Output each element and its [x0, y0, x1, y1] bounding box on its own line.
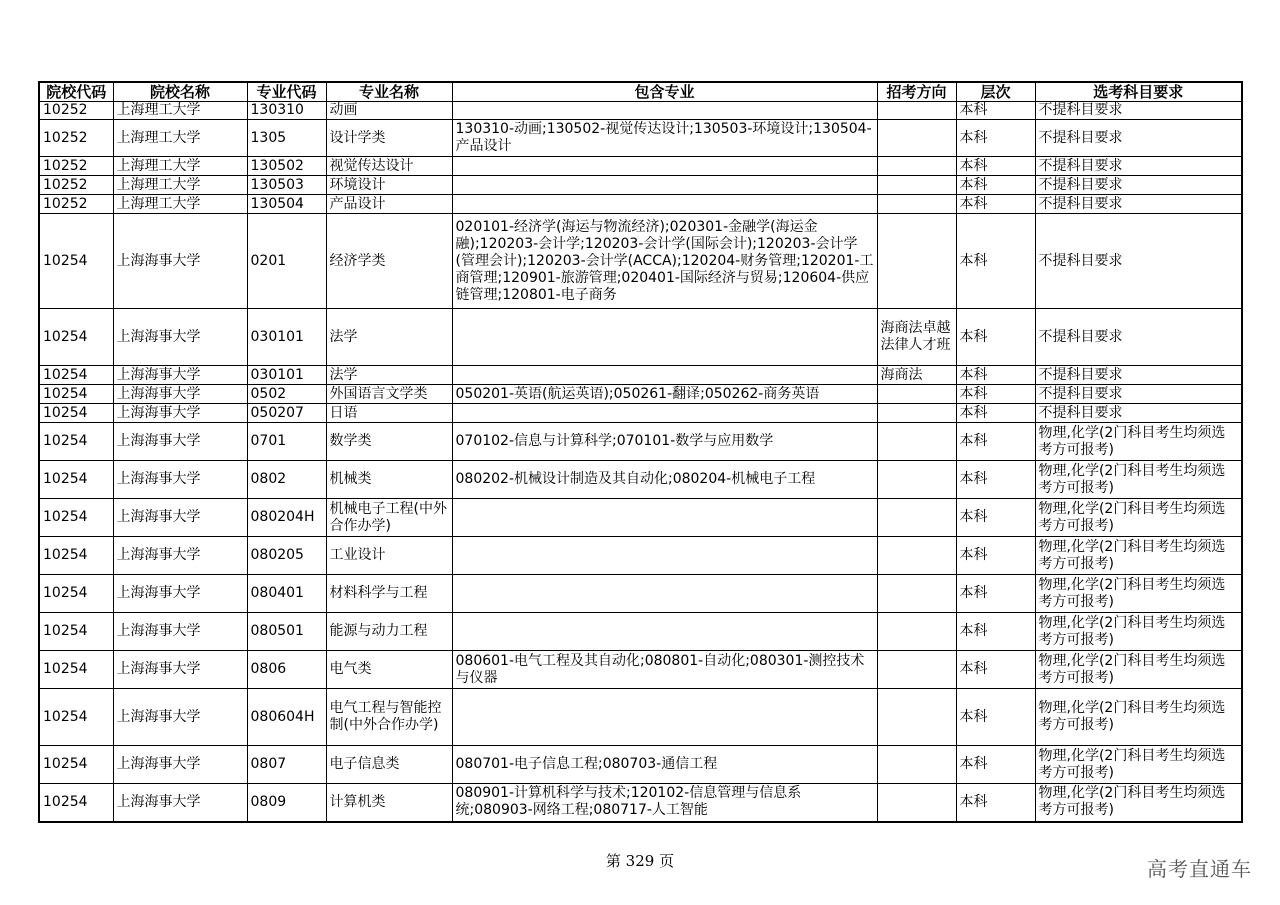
cell-direction [877, 385, 956, 404]
cell-level: 本科 [956, 499, 1035, 537]
cell-major-code: 130504 [247, 195, 326, 214]
cell-included-majors [452, 366, 877, 385]
cell-school-name: 上海海事大学 [113, 404, 247, 423]
cell-subject-requirement: 物理,化学(2门科目考生均须选考方可报考) [1035, 461, 1242, 499]
table-row [39, 746, 1242, 784]
table-row [39, 404, 1242, 423]
cell-major-name: 环境设计 [326, 176, 452, 195]
cell-major-name: 电子信息类 [326, 746, 452, 784]
table-row [39, 499, 1242, 537]
cell-school-name: 上海海事大学 [113, 366, 247, 385]
cell-major-name: 电气类 [326, 651, 452, 689]
cell-subject-requirement: 物理,化学(2门科目考生均须选考方可报考) [1035, 499, 1242, 537]
cell-level: 本科 [956, 176, 1035, 195]
table-row [39, 423, 1242, 461]
table-row [39, 651, 1242, 689]
cell-major-name: 产品设计 [326, 195, 452, 214]
cell-included-majors [452, 404, 877, 423]
cell-major-code: 1305 [247, 120, 326, 157]
cell-included-majors [452, 575, 877, 613]
cell-subject-requirement: 不提科目要求 [1035, 120, 1242, 157]
cell-major-code: 130502 [247, 157, 326, 176]
cell-included-majors: 070102-信息与计算科学;070101-数学与应用数学 [452, 423, 877, 461]
cell-level: 本科 [956, 195, 1035, 214]
cell-school-name: 上海理工大学 [113, 176, 247, 195]
cell-school-code: 10252 [39, 176, 113, 195]
cell-subject-requirement: 不提科目要求 [1035, 102, 1242, 120]
cell-subject-requirement: 不提科目要求 [1035, 195, 1242, 214]
table-row [39, 157, 1242, 176]
cell-included-majors: 080202-机械设计制造及其自动化;080204-机械电子工程 [452, 461, 877, 499]
cell-major-name: 材料科学与工程 [326, 575, 452, 613]
cell-direction [877, 214, 956, 309]
cell-direction [877, 195, 956, 214]
header-major-name: 专业名称 [326, 82, 452, 102]
cell-school-name: 上海海事大学 [113, 309, 247, 366]
cell-school-code: 10254 [39, 461, 113, 499]
cell-major-code: 130503 [247, 176, 326, 195]
cell-major-name: 设计学类 [326, 120, 452, 157]
cell-school-code: 10254 [39, 309, 113, 366]
cell-level: 本科 [956, 309, 1035, 366]
header-direction: 招考方向 [877, 82, 956, 102]
cell-major-code: 0701 [247, 423, 326, 461]
cell-direction [877, 537, 956, 575]
table-row [39, 689, 1242, 746]
page-number: 第 329 页 [605, 852, 675, 870]
cell-school-name: 上海海事大学 [113, 575, 247, 613]
header-included-majors: 包含专业 [452, 82, 877, 102]
cell-major-code: 080205 [247, 537, 326, 575]
cell-subject-requirement: 不提科目要求 [1035, 385, 1242, 404]
cell-level: 本科 [956, 651, 1035, 689]
cell-subject-requirement: 物理,化学(2门科目考生均须选考方可报考) [1035, 746, 1242, 784]
cell-school-name: 上海海事大学 [113, 651, 247, 689]
cell-major-name: 能源与动力工程 [326, 613, 452, 651]
cell-direction [877, 575, 956, 613]
cell-direction [877, 613, 956, 651]
cell-major-code: 0809 [247, 784, 326, 822]
cell-school-code: 10254 [39, 651, 113, 689]
cell-school-code: 10254 [39, 385, 113, 404]
cell-major-name: 经济学类 [326, 214, 452, 309]
cell-major-code: 050207 [247, 404, 326, 423]
cell-level: 本科 [956, 366, 1035, 385]
cell-level: 本科 [956, 404, 1035, 423]
cell-subject-requirement: 物理,化学(2门科目考生均须选考方可报考) [1035, 651, 1242, 689]
cell-school-code: 10254 [39, 499, 113, 537]
cell-school-code: 10254 [39, 575, 113, 613]
header-row [39, 82, 1242, 102]
cell-school-name: 上海理工大学 [113, 120, 247, 157]
cell-level: 本科 [956, 575, 1035, 613]
cell-subject-requirement: 物理,化学(2门科目考生均须选考方可报考) [1035, 423, 1242, 461]
cell-direction: 海商法卓越法律人才班 [877, 309, 956, 366]
cell-subject-requirement: 不提科目要求 [1035, 404, 1242, 423]
cell-major-name: 动画 [326, 102, 452, 120]
table-row [39, 784, 1242, 822]
cell-major-name: 机械电子工程(中外合作办学) [326, 499, 452, 537]
cell-school-name: 上海海事大学 [113, 461, 247, 499]
cell-included-majors [452, 499, 877, 537]
cell-direction [877, 404, 956, 423]
cell-school-code: 10252 [39, 157, 113, 176]
cell-subject-requirement: 不提科目要求 [1035, 309, 1242, 366]
table-row [39, 309, 1242, 366]
table-row [39, 366, 1242, 385]
cell-subject-requirement: 不提科目要求 [1035, 214, 1242, 309]
cell-subject-requirement: 物理,化学(2门科目考生均须选考方可报考) [1035, 575, 1242, 613]
cell-major-code: 130310 [247, 102, 326, 120]
cell-major-code: 0806 [247, 651, 326, 689]
cell-level: 本科 [956, 613, 1035, 651]
cell-major-code: 080204H [247, 499, 326, 537]
cell-included-majors [452, 537, 877, 575]
cell-school-name: 上海海事大学 [113, 746, 247, 784]
cell-level: 本科 [956, 157, 1035, 176]
enrollment-table [38, 81, 1243, 823]
cell-major-code: 030101 [247, 366, 326, 385]
cell-major-code: 0802 [247, 461, 326, 499]
cell-subject-requirement: 物理,化学(2门科目考生均须选考方可报考) [1035, 689, 1242, 746]
cell-major-code: 080401 [247, 575, 326, 613]
cell-school-code: 10254 [39, 214, 113, 309]
cell-direction [877, 651, 956, 689]
cell-level: 本科 [956, 784, 1035, 822]
table-row [39, 461, 1242, 499]
cell-major-code: 030101 [247, 309, 326, 366]
cell-level: 本科 [956, 746, 1035, 784]
header-school-name: 院校名称 [113, 82, 247, 102]
cell-included-majors [452, 613, 877, 651]
cell-direction [877, 689, 956, 746]
cell-school-code: 10254 [39, 784, 113, 822]
cell-major-name: 电气工程与智能控制(中外合作办学) [326, 689, 452, 746]
cell-included-majors: 130310-动画;130502-视觉传达设计;130503-环境设计;130504-产品设计 [452, 120, 877, 157]
table-row [39, 195, 1242, 214]
cell-included-majors [452, 195, 877, 214]
cell-direction [877, 157, 956, 176]
cell-school-code: 10254 [39, 746, 113, 784]
cell-major-code: 080604H [247, 689, 326, 746]
cell-direction [877, 176, 956, 195]
cell-school-name: 上海海事大学 [113, 613, 247, 651]
cell-included-majors: 080601-电气工程及其自动化;080801-自动化;080301-测控技术与仪器 [452, 651, 877, 689]
cell-level: 本科 [956, 537, 1035, 575]
cell-level: 本科 [956, 461, 1035, 499]
cell-school-name: 上海海事大学 [113, 784, 247, 822]
cell-major-name: 视觉传达设计 [326, 157, 452, 176]
cell-subject-requirement: 不提科目要求 [1035, 176, 1242, 195]
cell-school-name: 上海理工大学 [113, 195, 247, 214]
cell-school-code: 10254 [39, 423, 113, 461]
table-body [39, 102, 1242, 822]
cell-included-majors [452, 176, 877, 195]
cell-school-code: 10254 [39, 404, 113, 423]
cell-school-name: 上海理工大学 [113, 102, 247, 120]
cell-direction [877, 784, 956, 822]
cell-major-name: 数学类 [326, 423, 452, 461]
cell-school-code: 10252 [39, 102, 113, 120]
cell-school-code: 10254 [39, 366, 113, 385]
cell-level: 本科 [956, 120, 1035, 157]
cell-direction [877, 120, 956, 157]
cell-major-name: 法学 [326, 309, 452, 366]
cell-included-majors [452, 157, 877, 176]
cell-direction [877, 461, 956, 499]
header-major-code: 专业代码 [247, 82, 326, 102]
cell-included-majors: 080701-电子信息工程;080703-通信工程 [452, 746, 877, 784]
cell-subject-requirement: 不提科目要求 [1035, 157, 1242, 176]
header-subject-requirement: 选考科目要求 [1035, 82, 1242, 102]
table-row [39, 385, 1242, 404]
cell-major-name: 日语 [326, 404, 452, 423]
cell-school-code: 10252 [39, 195, 113, 214]
cell-major-code: 080501 [247, 613, 326, 651]
cell-direction: 海商法 [877, 366, 956, 385]
cell-subject-requirement: 物理,化学(2门科目考生均须选考方可报考) [1035, 537, 1242, 575]
cell-level: 本科 [956, 689, 1035, 746]
cell-level: 本科 [956, 102, 1035, 120]
table-row [39, 120, 1242, 157]
cell-major-name: 机械类 [326, 461, 452, 499]
cell-major-code: 0502 [247, 385, 326, 404]
cell-included-majors [452, 102, 877, 120]
cell-school-code: 10254 [39, 689, 113, 746]
cell-major-code: 0201 [247, 214, 326, 309]
cell-subject-requirement: 物理,化学(2门科目考生均须选考方可报考) [1035, 613, 1242, 651]
cell-subject-requirement: 物理,化学(2门科目考生均须选考方可报考) [1035, 784, 1242, 822]
cell-direction [877, 102, 956, 120]
cell-level: 本科 [956, 214, 1035, 309]
cell-included-majors [452, 309, 877, 366]
cell-major-name: 工业设计 [326, 537, 452, 575]
cell-major-name: 计算机类 [326, 784, 452, 822]
cell-school-code: 10254 [39, 613, 113, 651]
cell-level: 本科 [956, 385, 1035, 404]
cell-subject-requirement: 不提科目要求 [1035, 366, 1242, 385]
cell-school-name: 上海海事大学 [113, 537, 247, 575]
cell-school-name: 上海海事大学 [113, 214, 247, 309]
table-row [39, 214, 1242, 309]
cell-major-code: 0807 [247, 746, 326, 784]
cell-school-code: 10252 [39, 120, 113, 157]
header-school-code: 院校代码 [39, 82, 113, 102]
cell-included-majors: 050201-英语(航运英语);050261-翻译;050262-商务英语 [452, 385, 877, 404]
cell-included-majors: 080901-计算机科学与技术;120102-信息管理与信息系统;080903-网络工程;080717-人工智能 [452, 784, 877, 822]
cell-direction [877, 499, 956, 537]
table-row [39, 613, 1242, 651]
cell-school-name: 上海海事大学 [113, 385, 247, 404]
cell-school-name: 上海海事大学 [113, 423, 247, 461]
header-level: 层次 [956, 82, 1035, 102]
cell-school-name: 上海海事大学 [113, 499, 247, 537]
table-row [39, 575, 1242, 613]
cell-direction [877, 746, 956, 784]
table-row [39, 176, 1242, 195]
watermark-text: 高考直通车 [1147, 857, 1252, 881]
table-row [39, 102, 1242, 120]
cell-included-majors: 020101-经济学(海运与物流经济);020301-金融学(海运金融);120203-会计学;120203-会计学(国际会计);120203-会计学(管理会计);120203-会计学(ACCA);120204-财务管理;120201-工商管理;120901-旅游管理;020401-国际经济与贸易;120604-供应链管理;120801-电子商务 [452, 214, 877, 309]
table-row [39, 537, 1242, 575]
cell-included-majors [452, 689, 877, 746]
cell-major-name: 外国语言文学类 [326, 385, 452, 404]
cell-school-name: 上海理工大学 [113, 157, 247, 176]
cell-school-name: 上海海事大学 [113, 689, 247, 746]
cell-major-name: 法学 [326, 366, 452, 385]
cell-direction [877, 423, 956, 461]
cell-school-code: 10254 [39, 537, 113, 575]
cell-level: 本科 [956, 423, 1035, 461]
